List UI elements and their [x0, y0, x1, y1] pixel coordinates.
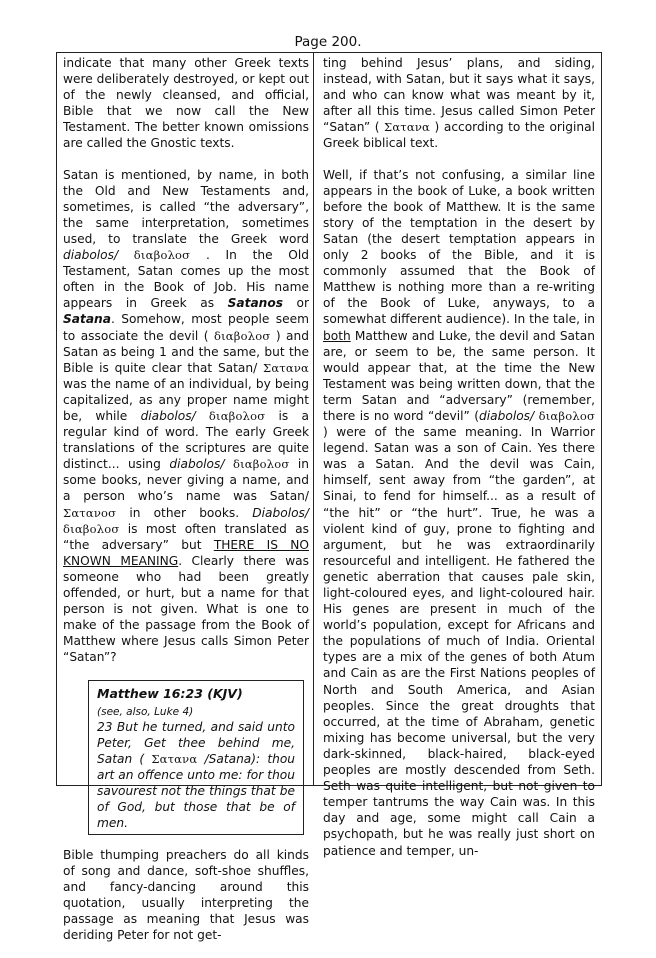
greek-satana: Σατανα — [263, 360, 309, 375]
paragraph-satan-mentioned — [63, 167, 309, 666]
underlined-emphasis: both — [323, 328, 351, 343]
column-divider — [313, 53, 314, 785]
greek-satana: Σατανα — [151, 751, 198, 766]
diabolos-term: Diabolos/ — [252, 505, 309, 520]
greek-diabolos: διαβολοσ — [63, 521, 128, 536]
text-run: Well, if that’s not confusing, a similar line appears in the book of Luke, a book written before the book of Matthew. It is the same story of the temptation in the desert by Satan (the desert temptation appears in only 2 books of the Bible, and it is commonly assumed that the Book of Matthew is nothing more than a re-writing of the Book of Luke, anyways, to a somewhat different audience). In the tale, in — [323, 167, 595, 327]
quote-text — [97, 719, 295, 831]
text-run: Satan is mentioned, by name, in both the Old and New Testaments and, sometimes, is called “the adversary”, the same interpretation, sometimes used, to translate the Greek word — [63, 167, 309, 246]
greek-diabolos: διαβολοσ — [213, 328, 271, 343]
greek-diabolos: διαβολοσ — [534, 408, 595, 423]
text-run: 23 But he turned, and said unto Peter, Get thee behind me, Satan ( — [97, 719, 295, 766]
diabolos-term: diabolos/ — [140, 408, 196, 423]
text-run: ) were of the same meaning. In Warrior legend. Satan was a son of Cain. Yes there was a Satan. And the devil was Cain, himself, sent away from “the garden”, at Sinai, to fend for himself... as a result of “the hit” or “the hurt”. True, he was a violent kind of guy, prone to fighting and argument, but he was extraordinarily resourceful and intelligent. He fathered the genetic aberration that causes pale skin, light-coloured eyes, and light-coloured hair. His genes are present in much of the world’s population, except for Africans and the populations of much of India. Oriental types are a mix of the genes of both Atum and Cain as are the First Nations peoples of North and South America, and Asian peoples. Since the great droughts that occurred, at the time of Abraham, genetic mixing has become universal, but the very dark-skinned, black-haired, black-eyed peoples are mostly descended from Seth. Seth was quite intelligent, but not given to temper tantrums the way Cain was. In this day and age, some might call Cain a psychopath, but he was really just short on patience and temper, un- — [323, 425, 595, 858]
page-number: Page 200. — [294, 34, 362, 50]
diabolos-term: diabolos/ — [169, 457, 225, 472]
text-run: ) according to the original Greek biblical text. — [323, 120, 595, 151]
greek-diabolos: διαβολοσ — [118, 248, 206, 263]
text-run: or — [282, 296, 309, 311]
quote-subtitle: (see, also, Luke 4) — [97, 705, 194, 718]
scripture-quote-box — [88, 680, 304, 834]
diabolos-term: diabolos/ — [63, 248, 119, 263]
left-column — [63, 55, 309, 958]
text-run: is a regular kind of word. The early Greek translations of the scriptures are quite distinct... using — [63, 408, 309, 472]
greek-satana: Σατανα — [384, 120, 430, 135]
text-run: is most often translated as “the adversary” but — [63, 521, 309, 552]
satana-term: Satana — [63, 312, 111, 327]
text-run: . Clearly there was someone who had been greatly offended, or hurt, but a name for that person is not given. What is one to make of the passage from the Book of Matthew where Jesus calls Simon Peter “Satan”? — [63, 553, 309, 665]
greek-satanos: Σατανοσ — [63, 505, 117, 520]
satanos-term: Satanos — [227, 296, 283, 311]
text-run: was the name of an individual, by being capitalized, as any proper name might be, while — [63, 376, 309, 423]
text-run: in some books, never giving a name, and a person who’s name was Satan/ — [63, 457, 309, 504]
text-run: /Satana): thou art an offence unto me: for thou savourest not the things that be of God, but those that be of men. — [97, 751, 295, 830]
paragraph-bible-thumping: Bible thumping preachers do all kinds of song and dance, soft-shoe shuffles, and fancy-dancing around this quotation, usually interpreting the passage as meaning that Jesus was deriding Peter for not get- — [63, 847, 309, 943]
diabolos-term: diabolos/ — [479, 408, 535, 423]
paragraph-jesus-plans — [323, 55, 595, 152]
paragraph-gnostic-texts: indicate that many other Greek texts were deliberately destroyed, or kept out of the newly cleansed, and official, Bible that we now call the New Testament. The better known omissions are called the Gnostic texts. — [63, 56, 309, 151]
right-column — [323, 55, 595, 874]
greek-diabolos: διαβολοσ — [195, 408, 279, 423]
paragraph-book-of-luke — [323, 167, 595, 859]
greek-diabolos: διαβολοσ — [224, 457, 298, 472]
text-run: . Somehow, most people seem to associate the devil ( — [63, 312, 309, 343]
text-run: ting behind Jesus’ plans, and siding, instead, with Satan, but it says what it says, and who can know what was meant by it, after all this time. Jesus called Simon Peter “Satan” ( — [323, 56, 595, 135]
underlined-emphasis: THERE IS NO KNOWN MEANING — [63, 537, 309, 568]
quote-title: Matthew 16:23 (KJV) — [97, 686, 243, 702]
text-run: ) and Satan as being 1 and the same, but the Bible is quite clear that Satan/ — [63, 328, 309, 375]
two-column-text-frame — [56, 52, 602, 943]
text-run: Matthew and Luke, the devil and Satan are, or seem to be, the same person. It would appear that, at the time the New Testament was being written down, that the term Satan and “adversary” (remember, there is no word “devil” ( — [323, 328, 595, 423]
text-run: in other books. — [116, 505, 253, 520]
text-run: . In the Old Testament, Satan comes up the most often in the Book of Job. His name appears in Greek as — [63, 248, 309, 311]
